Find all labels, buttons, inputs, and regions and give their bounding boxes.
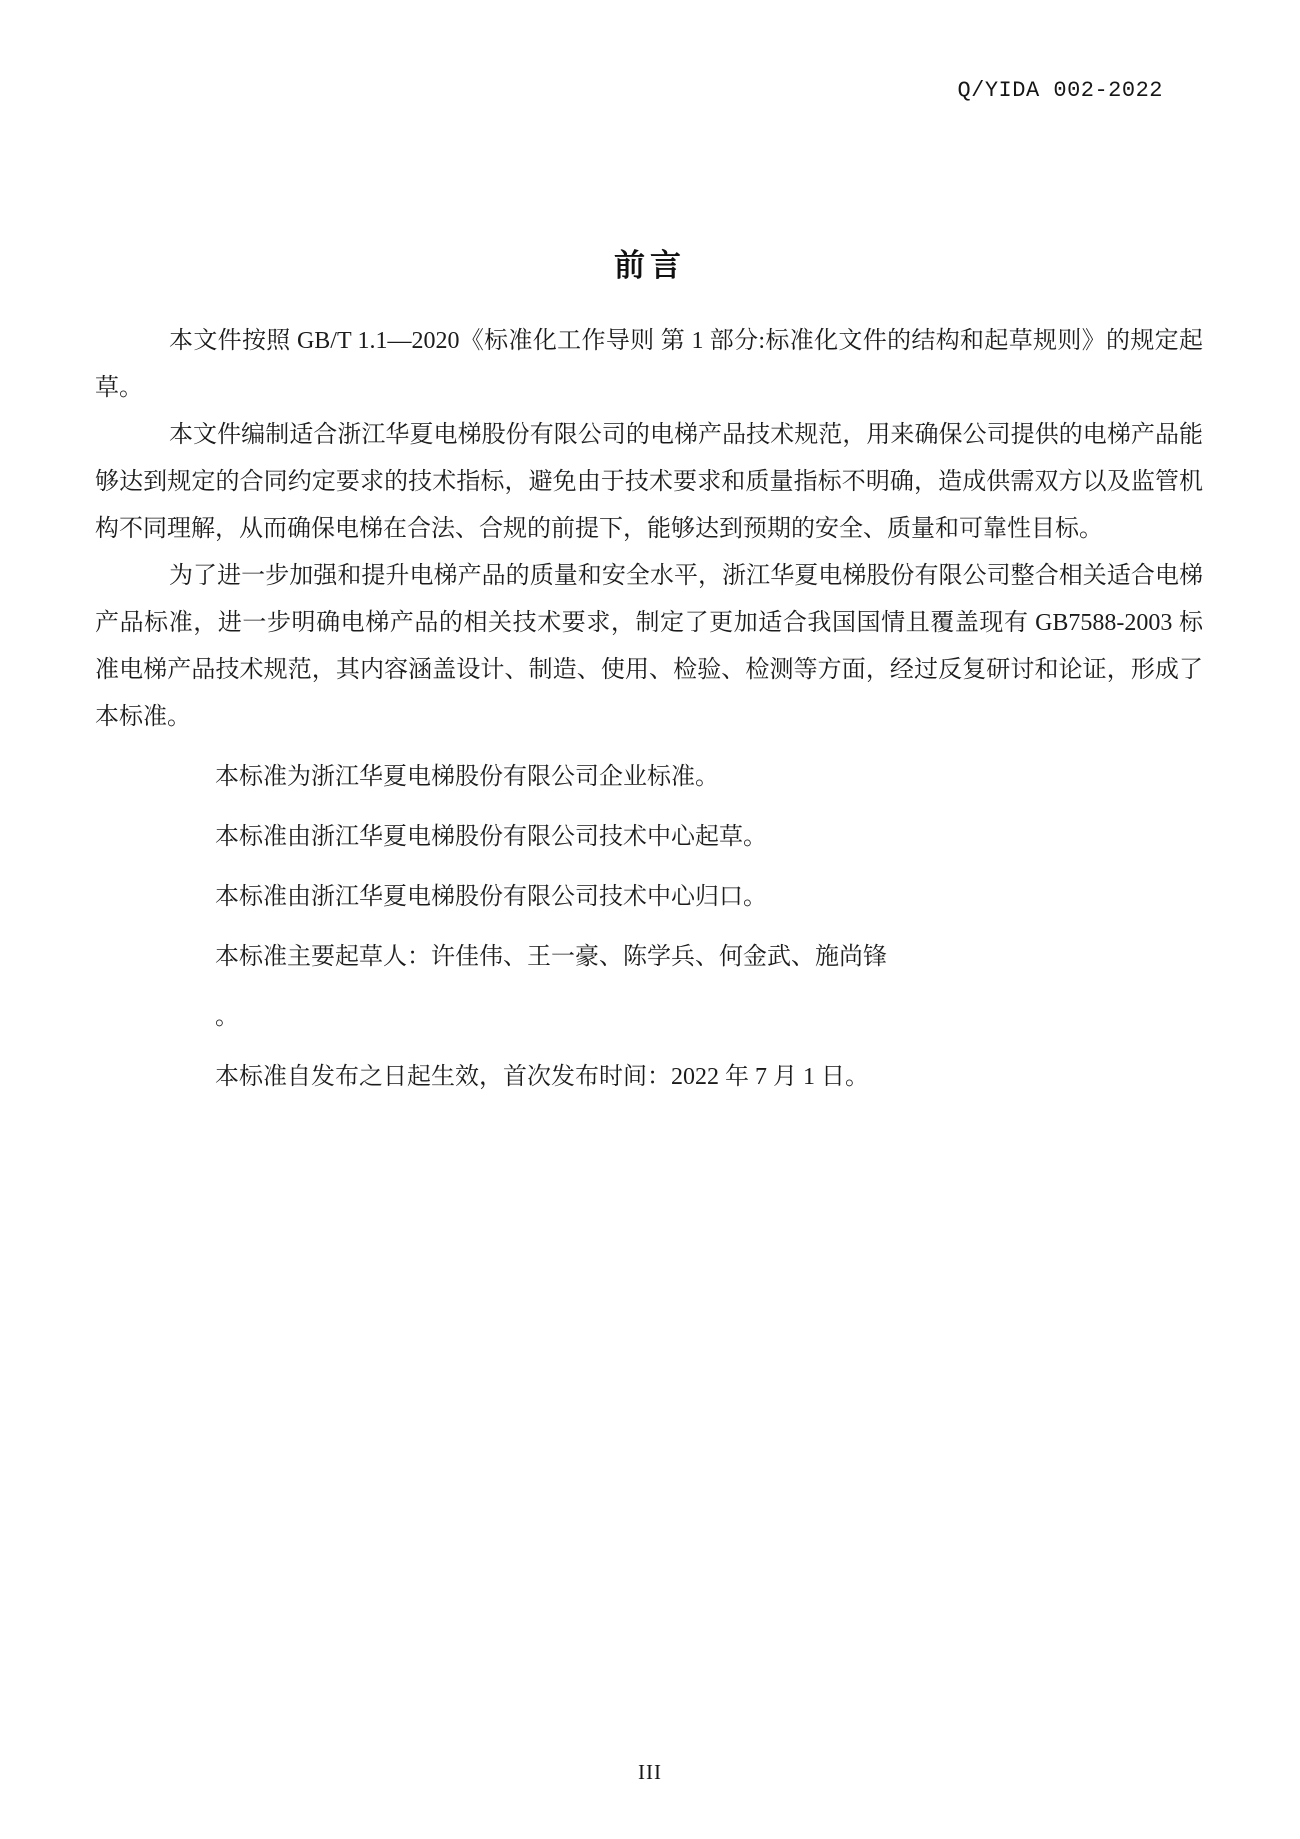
statement-list — [95, 754, 1203, 1101]
paragraph-2: 本文件编制适合浙江华夏电梯股份有限公司的电梯产品技术规范，用来确保公司提供的电梯产品能够达到规定的合同约定要求的技术指标，避免由于技术要求和质量指标不明确，造成供需双方以及监管机构不同理解，从而确保电梯在合法、合规的前提下，能够达到预期的安全、质量和可靠性目标。 — [95, 422, 1203, 542]
statement-2: 本标准由浙江华夏电梯股份有限公司技术中心起草。 — [215, 824, 767, 850]
statement-5: 。 — [215, 1004, 239, 1030]
statement-1: 本标准为浙江华夏电梯股份有限公司企业标准。 — [215, 764, 719, 790]
paragraph-1: 本文件按照 GB/T 1.1—2020《标准化工作导则 第 1 部分:标准化文件的结构和起草规则》的规定起草。 — [95, 328, 1203, 401]
document-title: 前言 — [614, 248, 686, 283]
statement-4: 本标准主要起草人：许佳伟、王一豪、陈学兵、何金武、施尚锋 — [215, 944, 887, 970]
paragraph-3: 为了进一步加强和提升电梯产品的质量和安全水平，浙江华夏电梯股份有限公司整合相关适合电梯产品标准，进一步明确电梯产品的相关技术要求，制定了更加适合我国国情且覆盖现有 GB7588-2003 标准电梯产品技术规范，其内容涵盖设计、制造、使用、检验、检测等方面，经过反复研讨和论证，形成了本标准。 — [95, 563, 1203, 730]
statement-6: 本标准自发布之日起生效，首次发布时间：2022 年 7 月 1 日。 — [215, 1064, 869, 1090]
document-body — [95, 318, 1203, 1101]
statement-3: 本标准由浙江华夏电梯股份有限公司技术中心归口。 — [215, 884, 767, 910]
standard-code: Q/YIDA 002-2022 — [957, 78, 1163, 103]
page-number: III — [638, 1760, 662, 1784]
